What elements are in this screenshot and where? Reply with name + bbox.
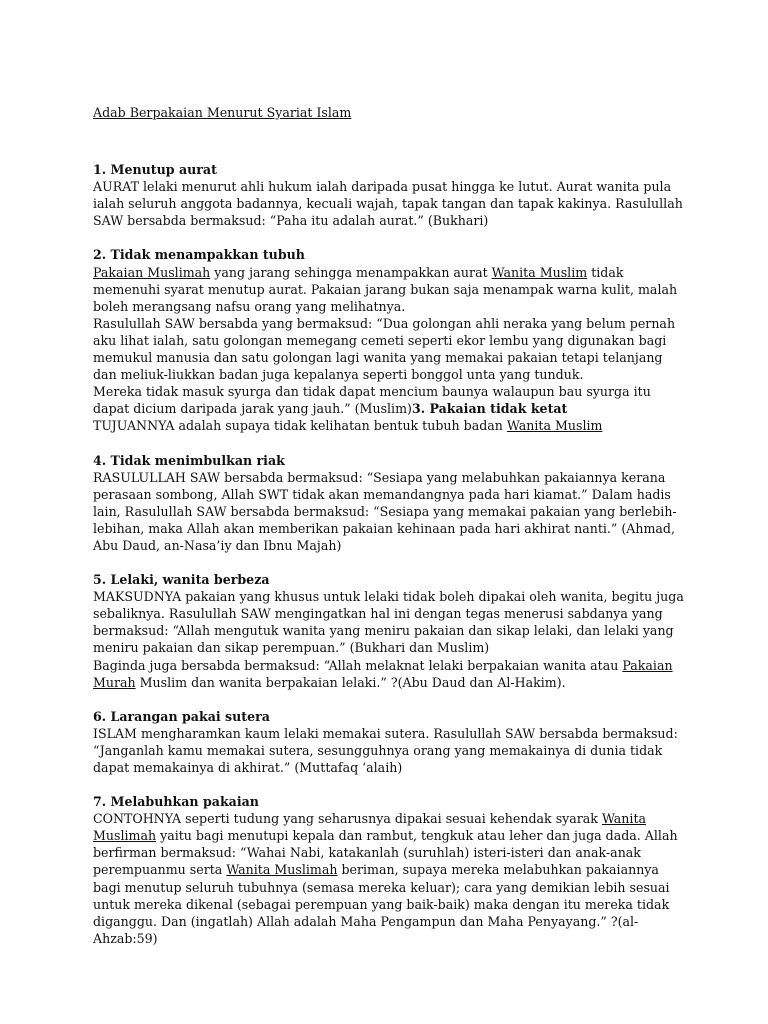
section-larangan-pakai-sutera: [93, 708, 688, 776]
body-text: TUJUANNYA adalah supaya tidak kelihatan bentuk tubuh badan: [93, 418, 507, 434]
section-heading: 1. Menutup aurat: [93, 162, 217, 178]
link-pakaian-murah[interactable]: Pakaian Murah: [93, 657, 673, 690]
section-heading: 5. Lelaki, wanita berbeza: [93, 572, 270, 588]
section-body: MAKSUDNYA pakaian yang khusus untuk lelaki tidak boleh dipakai oleh wanita, begitu juga sebaliknya. Rasulullah SAW mengingatkan hal ini dengan tegas menerusi sabdanya yang bermaksud: “Allah mengutuk wanita yang meniru pakaian dan sikap lelaki, dan lelaki yang meniru pakaian dan sikap perempuan.” (Bukhari dan Muslim): [93, 589, 684, 656]
section-body: ISLAM mengharamkan kaum lelaki memakai sutera. Rasulullah SAW bersabda bermaksud: “Janganlah kamu memakai sutera, sesungguhnya orang yang memakainya di dunia tidak dapat memakainya di akhirat.” (Muttafaq ‘alaih): [93, 725, 678, 775]
section-heading: 2. Tidak menampakkan tubuh: [93, 247, 305, 263]
link-wanita-muslimah[interactable]: Wanita Muslimah: [93, 811, 647, 844]
link-wanita-muslimah[interactable]: Wanita Muslimah: [226, 862, 338, 878]
body-text: beriman, supaya mereka melabuhkan pakaiannya bagi menutup seluruh tubuhnya (semasa mereka keluar); cara yang demikian lebih sesuai untuk mereka dikenal (sebagai perempuan yang baik-baik) maka dengan itu mereka tidak diganggu. Dan (ingatlah) Allah adalah Maha Pengampun dan Maha Penyayang.” ?(al-Ahzab:59): [93, 862, 670, 946]
section-heading: 7. Melabuhkan pakaian: [93, 794, 259, 810]
section-heading-inline: 3. Pakaian tidak ketat: [411, 401, 568, 417]
section-heading: 6. Larangan pakai sutera: [93, 708, 270, 724]
section-tidak-menampakkan-tubuh: [93, 246, 688, 434]
body-text: yang jarang sehingga menampakkan aurat: [210, 264, 492, 280]
section-menutup-aurat: [93, 161, 688, 229]
section-body: [93, 417, 688, 434]
section-body: [93, 264, 688, 315]
section-body: [93, 383, 688, 417]
body-text: tidak memenuhi syarat menutup aurat. Pakaian jarang bukan saja menampak warna kulit, malah boleh merangsang nafsu orang yang melihatnya.: [93, 264, 678, 314]
section-body: [93, 810, 688, 947]
body-text: Mereka tidak masuk syurga dan tidak dapat mencium baunya walaupun bau syurga itu dapat dicium daripada jarak yang jauh.” (Muslim): [93, 384, 651, 417]
section-body: RASULULLAH SAW bersabda bermaksud: “Sesiapa yang melabuhkan pakaiannya kerana perasaan sombong, Allah SWT tidak akan memandangnya pada hari kiamat.” Dalam hadis lain, Rasulullah SAW bersabda bermaksud: “Sesiapa yang memakai pakaian yang berlebih-lebihan, maka Allah akan memberikan pakaian kehinaan pada hari akhirat nanti.” (Ahmad, Abu Daud, an-Nasa’iy dan Ibnu Majah): [93, 469, 677, 553]
section-body: [93, 657, 688, 691]
body-text: Muslim dan wanita berpakaian lelaki.” ?(Abu Daud dan Al-Hakim).: [135, 674, 566, 690]
link-wanita-muslim[interactable]: Wanita Muslim: [491, 264, 588, 280]
body-text: CONTOHNYA seperti tudung yang seharusnya dipakai sesuai kehendak syarak: [93, 811, 602, 827]
body-text: Baginda juga bersabda bermaksud: “Allah melaknat lelaki berpakaian wanita atau: [93, 657, 623, 673]
link-wanita-muslim[interactable]: Wanita Muslim: [506, 418, 603, 434]
document-title: Adab Berpakaian Menurut Syariat Islam: [93, 105, 352, 120]
link-pakaian-muslimah[interactable]: Pakaian Muslimah: [93, 264, 211, 280]
section-tidak-menimbulkan-riak: [93, 452, 688, 555]
section-body: Rasulullah SAW bersabda yang bermaksud: “Dua golongan ahli neraka yang belum pernah aku lihat ialah, satu golongan memegang cemeti seperti ekor lembu yang digunakan bagi memukul manusia dan satu golongan lagi wanita yang memakai pakaian tetapi telanjang dan meliuk-liukkan badan juga kepalanya seperti bonggol unta yang tunduk.: [93, 315, 676, 383]
body-text: yaitu bagi menutupi kepala dan rambut, tengkuk atau leher dan juga dada. Allah berfirman bermaksud: “Wahai Nabi, katakanlah (suruhlah) isteri-isteri dan anak-anak perempuanmu serta: [93, 828, 678, 878]
section-melabuhkan-pakaian: [93, 793, 688, 947]
section-lelaki-wanita-berbeza: [93, 571, 688, 691]
section-body: AURAT lelaki menurut ahli hukum ialah daripada pusat hingga ke lutut. Aurat wanita pula ialah seluruh anggota badannya, kecuali wajah, tapak tangan dan tapak kakinya. Rasulullah SAW bersabda bermaksud: “Paha itu adalah aurat.” (Bukhari): [93, 179, 683, 229]
section-heading: 4. Tidak menimbulkan riak: [93, 452, 285, 468]
